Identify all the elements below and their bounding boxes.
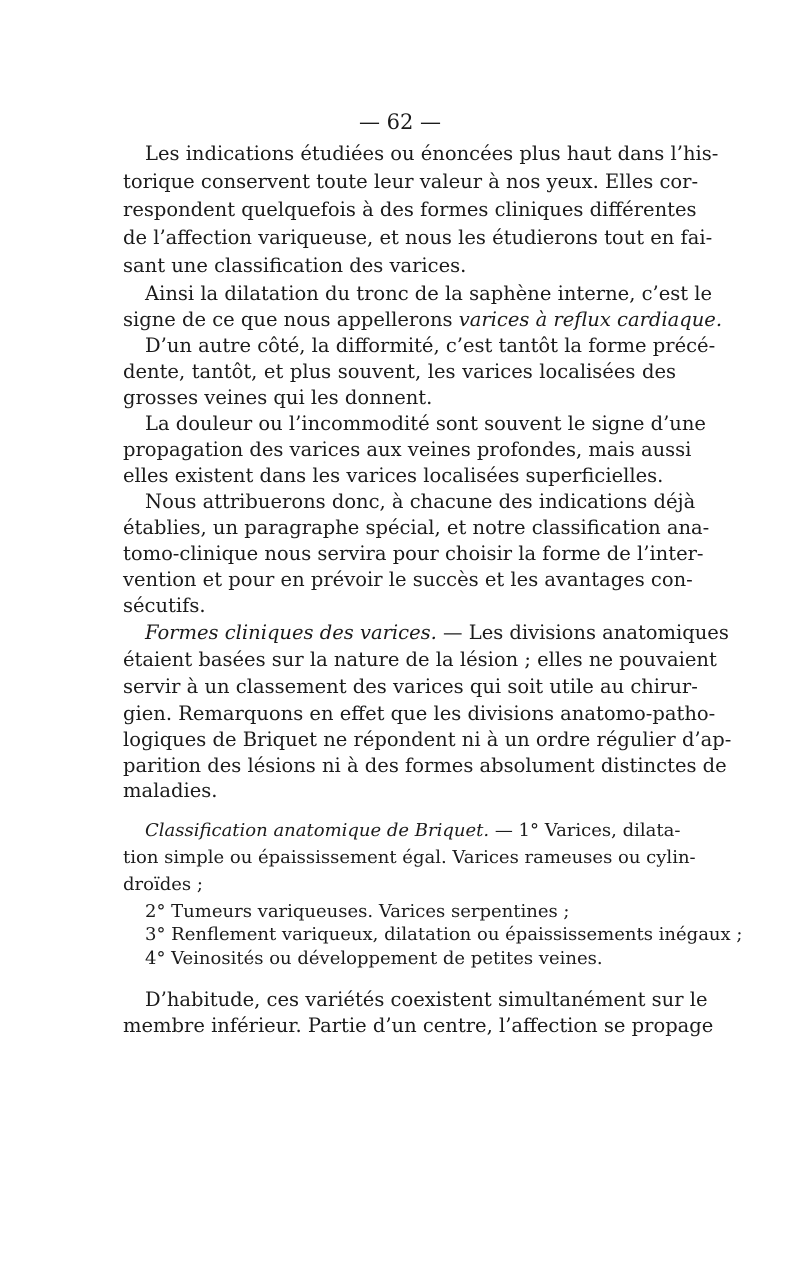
formes-cliniques-heading: Formes cliniques des varices.	[145, 621, 437, 644]
paragraph-6-line-5: logiques de Briquet ne répondent ni à un ordre régulier d’ap-	[123, 728, 732, 751]
classification-briquet-heading: Classification anatomique de Briquet.	[145, 820, 490, 841]
paragraph-6-line-6: parition des lésions ni à des formes absolument distinctes de	[123, 754, 727, 777]
paragraph-1-line-1: Les indications étudiées ou énoncées plus haut dans l’his-	[145, 142, 719, 165]
paragraph-5-line-4: vention et pour en prévoir le succès et les avantages con-	[123, 568, 693, 591]
paragraph-6-line-7: maladies.	[123, 779, 218, 802]
briquet-item-4: 4° Veinosités ou développement de petites veines.	[145, 948, 603, 969]
paragraph-3-line-3: grosses veines qui les donnent.	[123, 386, 433, 409]
paragraph-1-line-3: respondent quelquefois à des formes cliniques différentes	[123, 198, 697, 221]
paragraph-2-line-2	[123, 307, 723, 333]
page-number: — 62 —	[358, 110, 442, 134]
varices-reflux-term: varices à reflux cardiaque.	[458, 308, 723, 331]
paragraph-7-line-1	[145, 818, 681, 844]
paragraph-6-line-4: gien. Remarquons en effet que les divisions anatomo-patho-	[123, 702, 716, 725]
paragraph-8-line-1: D’habitude, ces variétés coexistent simultanément sur le	[145, 988, 708, 1011]
paragraph-5-line-3: tomo-clinique nous servira pour choisir la forme de l’inter-	[123, 542, 704, 565]
paragraph-1-line-2: torique conservent toute leur valeur à nos yeux. Elles cor-	[123, 170, 699, 193]
briquet-item-2: 2° Tumeurs variqueuses. Varices serpentines ;	[145, 901, 570, 922]
paragraph-5-line-2: établies, un paragraphe spécial, et notre classification ana-	[123, 516, 710, 539]
paragraph-2-line-2-text: signe de ce que nous appellerons	[123, 308, 459, 331]
paragraph-3-line-1: D’un autre côté, la difformité, c’est tantôt la forme précé-	[145, 334, 716, 357]
paragraph-5-line-5: sécutifs.	[123, 594, 206, 617]
paragraph-8-line-2: membre inférieur. Partie d’un centre, l’affection se propage	[123, 1014, 714, 1037]
paragraph-2-line-1: Ainsi la dilatation du tronc de la saphène interne, c’est le	[145, 282, 713, 305]
paragraph-4-line-3: elles existent dans les varices localisées superficielles.	[123, 464, 664, 487]
paragraph-7-line-1-text: — 1° Varices, dilata-	[489, 820, 681, 841]
paragraph-1-line-5: sant une classification des varices.	[123, 254, 467, 277]
paragraph-6-line-1	[145, 620, 729, 646]
paragraph-5-line-1: Nous attribuerons donc, à chacune des indications déjà	[145, 490, 696, 513]
paragraph-7-line-2: tion simple ou épaississement égal. Varices rameuses ou cylin-	[123, 847, 696, 868]
paragraph-4-line-2: propagation des varices aux veines profondes, mais aussi	[123, 438, 692, 461]
paragraph-4-line-1: La douleur ou l’incommodité sont souvent le signe d’une	[145, 412, 706, 435]
paragraph-6-line-3: servir à un classement des varices qui soit utile au chirur-	[123, 675, 698, 698]
paragraph-6-line-1-text: — Les divisions anatomiques	[436, 621, 729, 644]
paragraph-6-line-2: étaient basées sur la nature de la lésion ; elles ne pouvaient	[123, 648, 717, 671]
paragraph-3-line-2: dente, tantôt, et plus souvent, les varices localisées des	[123, 360, 676, 383]
paragraph-7-line-3: droïdes ;	[123, 874, 203, 895]
briquet-item-3: 3° Renflement variqueux, dilatation ou épaississements inégaux ;	[145, 924, 743, 945]
paragraph-1-line-4: de l’affection variqueuse, et nous les étudierons tout en fai-	[123, 226, 713, 249]
